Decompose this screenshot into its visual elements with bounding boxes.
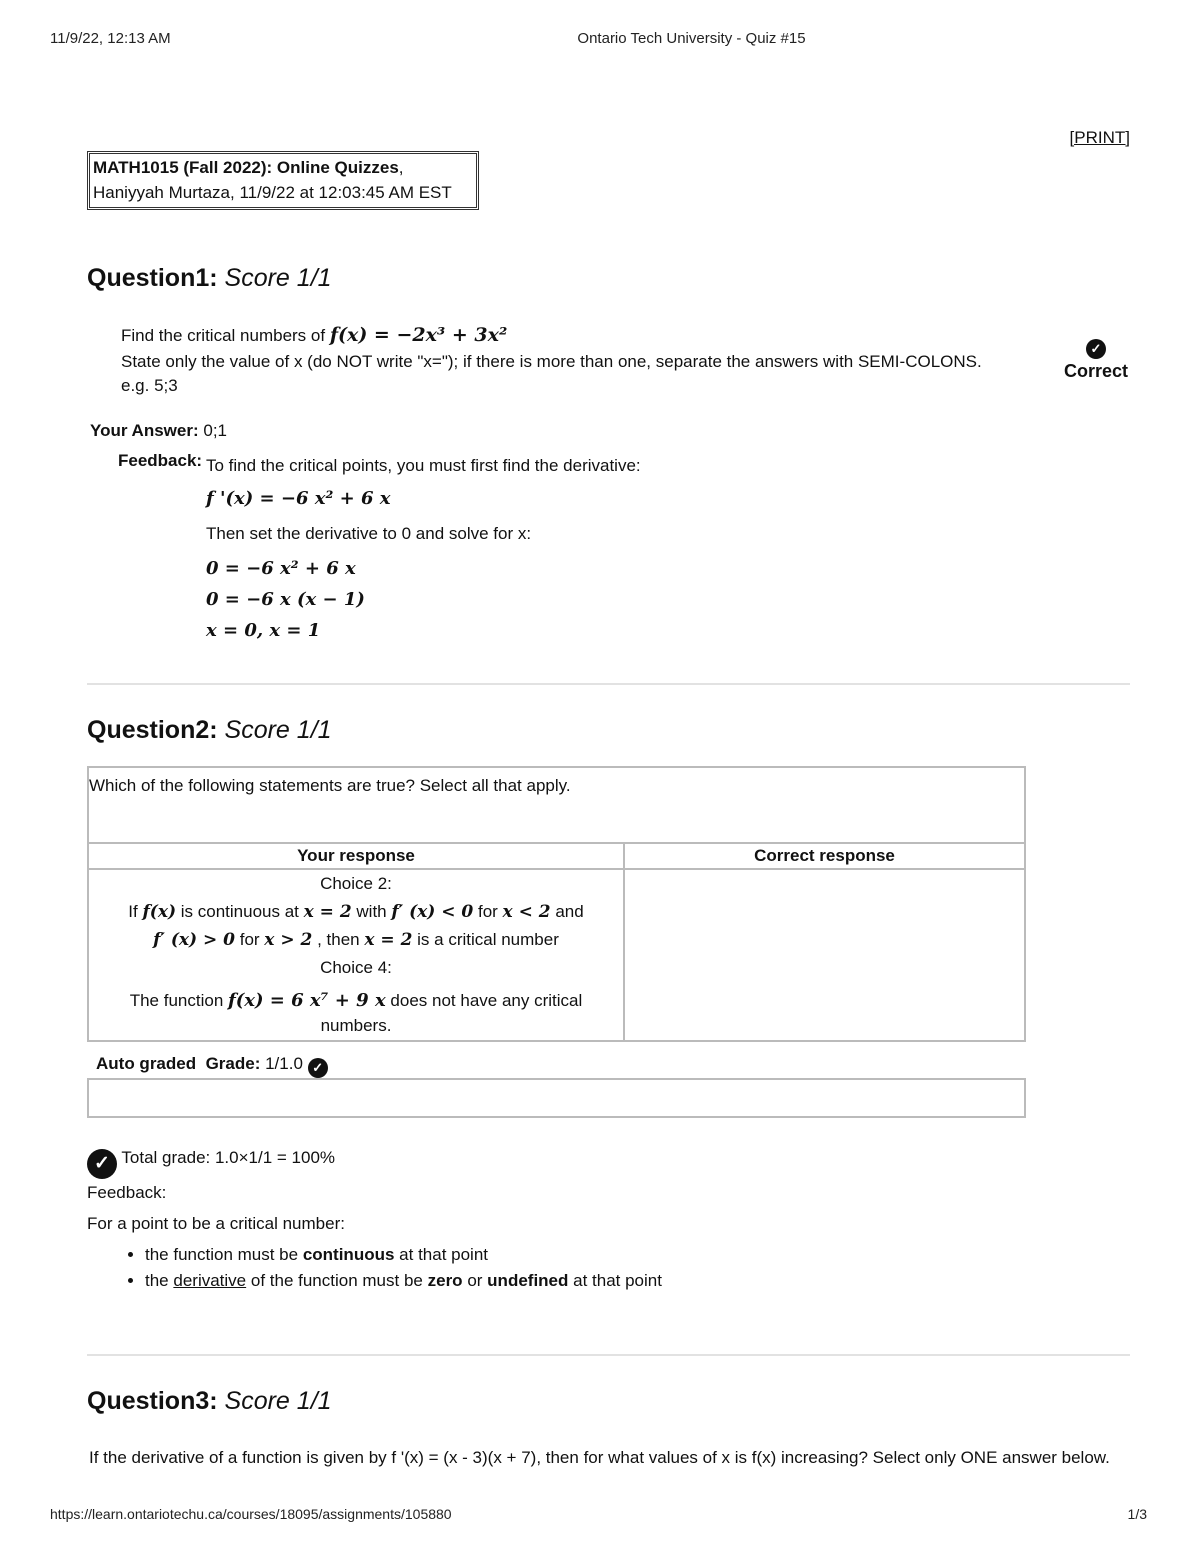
q2-grade-value: 1/1.0	[265, 1054, 303, 1073]
q3-text: If the derivative of a function is given by f '(x) = (x - 3)(x + 7), then for what values of x is f(x) increasing? Select only ONE answer below.	[89, 1448, 1110, 1467]
q1-set-text: Then set the derivative to 0 and solve for x:	[206, 524, 532, 543]
choice-4-label: Choice 4:	[320, 958, 392, 978]
list-item: • the function must be continuous at that point	[145, 1242, 662, 1268]
course-info-box: MATH1015 (Fall 2022): Online Quizzes, Haniyyah Murtaza, 11/9/22 at 12:03:45 AM EST	[87, 151, 479, 210]
list-item: • the derivative of the function must be zero or undefined at that point	[145, 1268, 662, 1294]
divider	[87, 683, 1130, 685]
q2-total-grade: ✓ Total grade: 1.0×1/1 = 100%	[87, 1148, 335, 1179]
question-3-heading: Question3: Score 1/1	[87, 1387, 332, 1415]
q1-answer-value: 0;1	[203, 421, 227, 440]
choice-2-line-1: If f(x) is continuous at x = 2 with f′ (x) < 0 for x < 2 and	[128, 902, 584, 923]
q1-function: f(x) = −2x³ + 3x²	[329, 324, 508, 346]
q1-step-1: 0 = −6 x² + 6 x	[206, 558, 356, 579]
q2-prompt: Which of the following statements are true? Select all that apply.	[88, 767, 1025, 843]
q1-feedback-label: Feedback:	[118, 451, 203, 470]
print-title: Ontario Tech University - Quiz #15	[577, 30, 806, 47]
print-datetime: 11/9/22, 12:13 AM	[50, 30, 171, 47]
q1-example: e.g. 5;3	[121, 376, 178, 396]
q1-status-label: Correct	[1063, 361, 1129, 381]
print-url: https://learn.ontariotechu.ca/courses/18095/assignments/105880	[50, 1506, 452, 1522]
choice-2-line-2: f′ (x) > 0 for x > 2 , then x = 2 is a critical number	[153, 930, 559, 951]
question-1-heading: Question1: Score 1/1	[87, 264, 332, 292]
choice-4-line-1: The function f(x) = 6 x⁷ + 9 x does not have any critical	[129, 990, 583, 1012]
choice-4-line-2: numbers.	[320, 1015, 392, 1035]
question-2-heading: Question2: Score 1/1	[87, 716, 332, 744]
q2-comment-box	[87, 1078, 1026, 1118]
q1-step-3: x = 0, x = 1	[206, 620, 321, 641]
print-link[interactable]: [PRINT]	[1069, 128, 1130, 147]
question-1-body	[121, 322, 1041, 399]
critical-number-criteria	[105, 1242, 662, 1295]
q1-status	[1060, 338, 1132, 382]
student-line: Haniyyah Murtaza, 11/9/22 at 12:03:45 AM EST	[93, 182, 452, 202]
col-correct-response: Correct response	[624, 843, 1025, 869]
q1-your-answer: Your Answer: 0;1	[90, 421, 227, 440]
divider	[87, 1354, 1130, 1356]
q1-instruction: State only the value of x (do NOT write "x="); if there is more than one, separate the answers with SEMI-COLONS.	[121, 351, 982, 371]
q2-auto-grade: Auto graded Grade: 1/1.0 ✓	[96, 1054, 328, 1078]
check-circle-icon: ✓	[87, 1149, 117, 1179]
q1-feedback-intro: To find the critical points, you must first find the derivative:	[206, 456, 641, 475]
col-your-response: Your response	[88, 843, 624, 869]
correct-response-cell	[624, 869, 1025, 1041]
q1-step-2: 0 = −6 x (x − 1)	[206, 589, 365, 610]
q1-find-text: Find the critical numbers of	[121, 326, 326, 345]
course-title: MATH1015 (Fall 2022): Online Quizzes	[93, 158, 399, 177]
q2-response-table	[87, 766, 1026, 1042]
your-response-cell	[88, 869, 624, 1041]
q2-critical-intro: For a point to be a critical number:	[87, 1214, 345, 1233]
choice-2-label: Choice 2:	[320, 874, 392, 893]
derivative-link[interactable]: derivative	[173, 1271, 247, 1291]
check-circle-icon: ✓	[1086, 339, 1106, 359]
page-number: 1/3	[1127, 1506, 1147, 1522]
q2-feedback-label: Feedback:	[87, 1183, 167, 1202]
q1-derivative: f '(x) = −6 x² + 6 x	[206, 488, 391, 509]
check-circle-icon: ✓	[308, 1058, 328, 1078]
